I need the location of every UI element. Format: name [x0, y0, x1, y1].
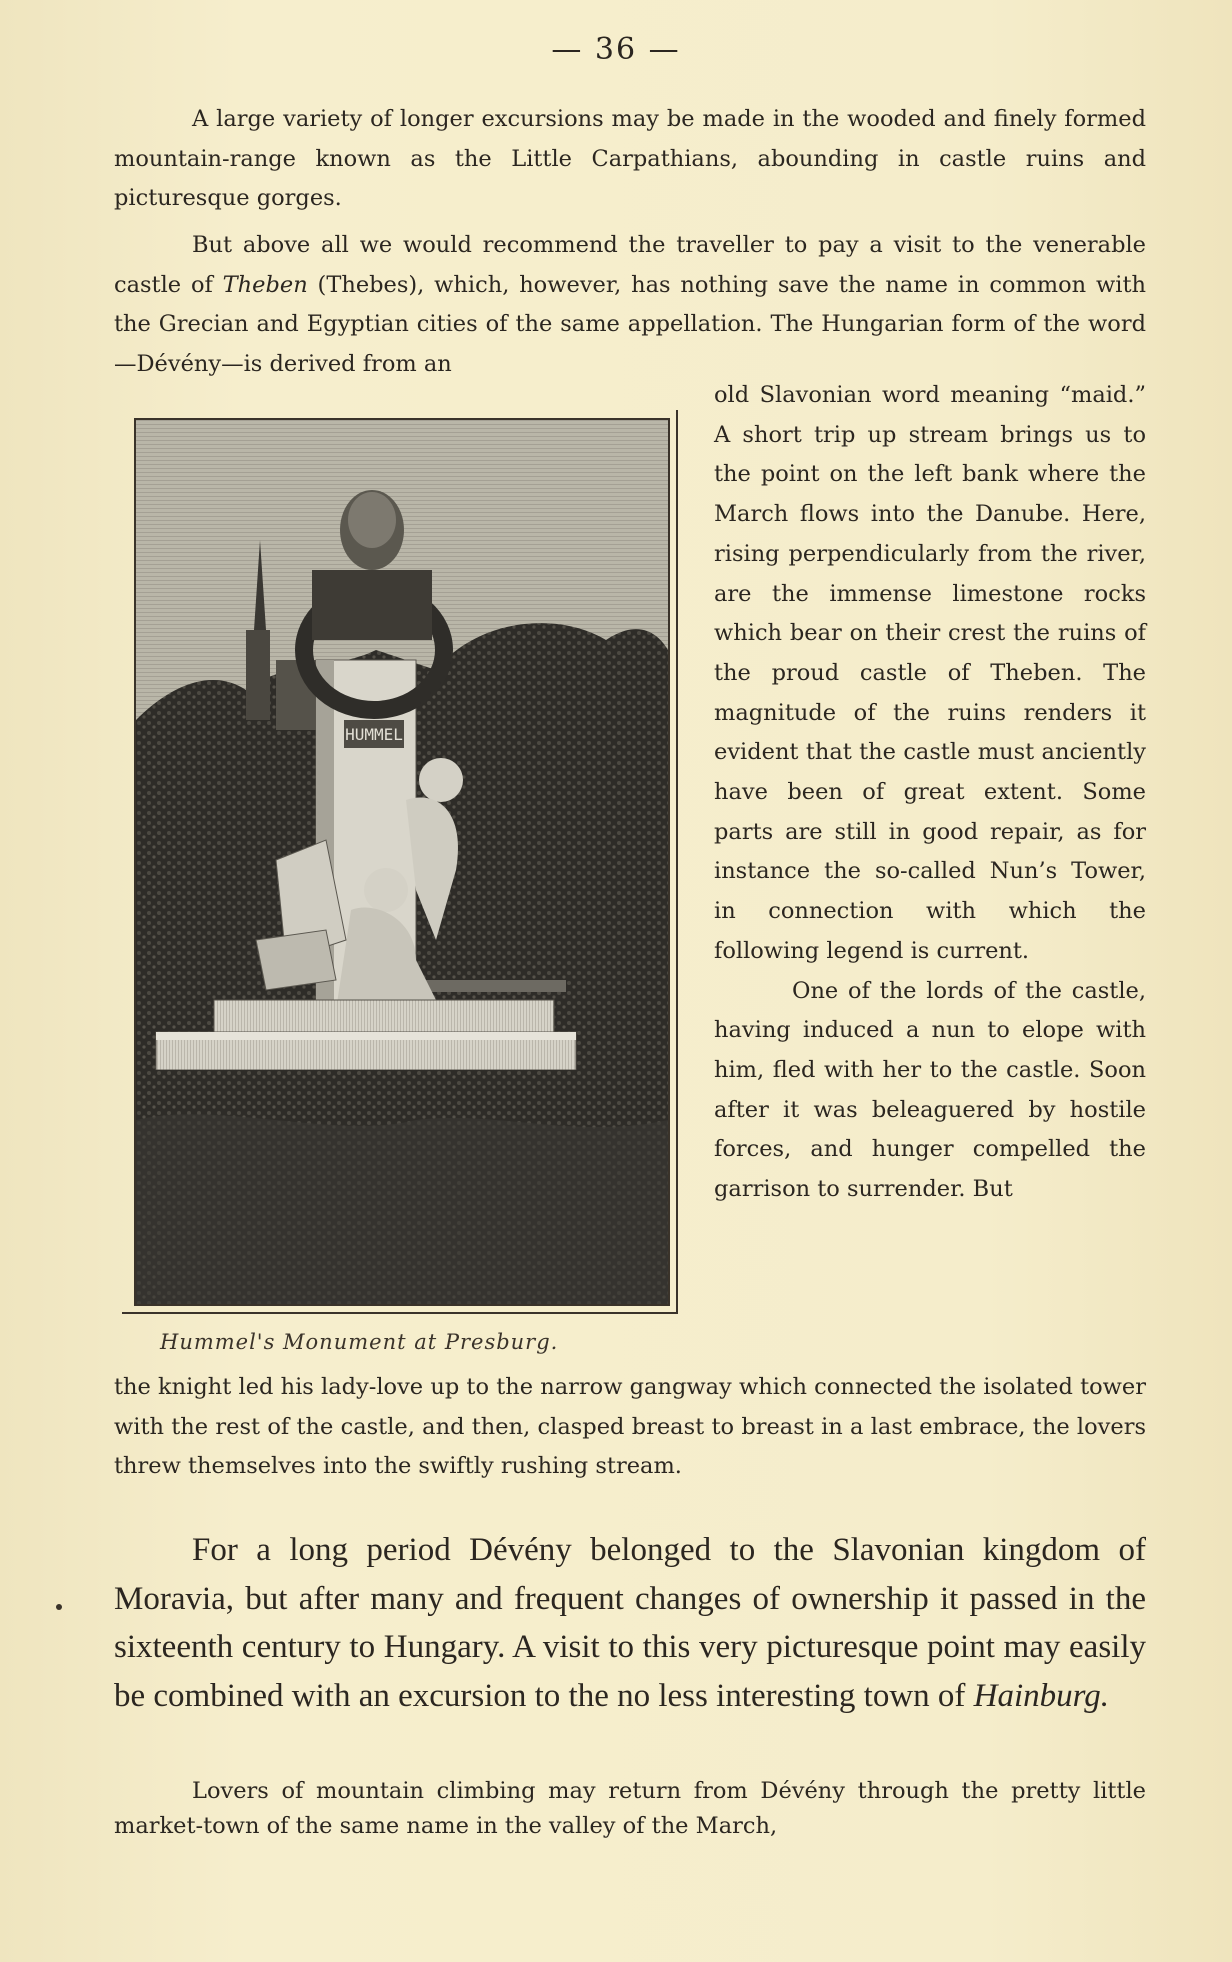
- monument-illustration: [136, 420, 668, 1304]
- hainburg-italic: Hainburg.: [973, 1677, 1110, 1714]
- page-number: — 36 —: [551, 32, 681, 67]
- paragraph-mountain-climbing: Lovers of mountain climbing may return from Dévény through the pretty little market-town of the same name in the valley of the March,: [114, 1778, 1146, 1839]
- figure-caption: Hummel's Monument at Presburg.: [160, 1330, 559, 1354]
- paragraph-moravia: [114, 1526, 1146, 1720]
- hummel-monument-engraving: [134, 418, 670, 1306]
- pedestal-inscription: HUMMEL: [345, 725, 403, 744]
- paragraph-moravia-text: For a long period Dévény belonged to the Slavonian kingdom of Moravia, but after many and frequent changes of ownership it passed in the sixteenth century to Hungary. A visit to this very picturesque point may easily be combined with an excursion to the no less interesting town of: [114, 1532, 1146, 1714]
- margin-dot: [56, 1604, 62, 1610]
- paragraph-theben: [114, 226, 1146, 385]
- column-paragraph-2: One of the lords of the castle, having induced a nun to elope with him, fled with her to the castle. Soon after it was beleaguered by hostile forces, and hunger compelled the garrison to surrender. But: [714, 977, 1146, 1203]
- paragraph-excursions: A large variety of longer excursions may be made in the wooded and finely formed mountain-range known as the Little Carpathians, abounding in castle ruins and picturesque gorges.: [114, 106, 1146, 212]
- theben-italic: Theben: [222, 271, 308, 298]
- paragraph-legend-end: the knight led his lady-love up to the narrow gangway which connected the isolated tower with the rest of the castle, and then, clasped breast to breast in a last embrace, the lovers threw themselves into the swiftly rushing stream.: [114, 1374, 1146, 1480]
- paragraph-theben-end: (Thebes), which, however, has nothing save the name in common with the Grecian and Egyptian cities of the same appellation. The Hungarian form of the word—Dévény—is derived from an: [114, 271, 1146, 378]
- paragraph-theben-start: But above all we would recommend the traveller to pay a visit to the venerable castle of: [114, 232, 1146, 298]
- column-paragraph-1: old Slavonian word meaning “maid.” A short trip up stream brings us to the point on the left bank where the March flows into the Danube. Here, rising perpendicularly from the river, are the immense limestone rocks which bear on their crest the ruins of the proud castle of Theben. The magnitude of the ruins renders it evident that the castle must anciently have been of great extent. Some parts are still in good repair, as for instance the so-called Nun’s Tower, in connection with which the following legend is current.: [714, 382, 1146, 964]
- side-column: [714, 376, 1146, 1210]
